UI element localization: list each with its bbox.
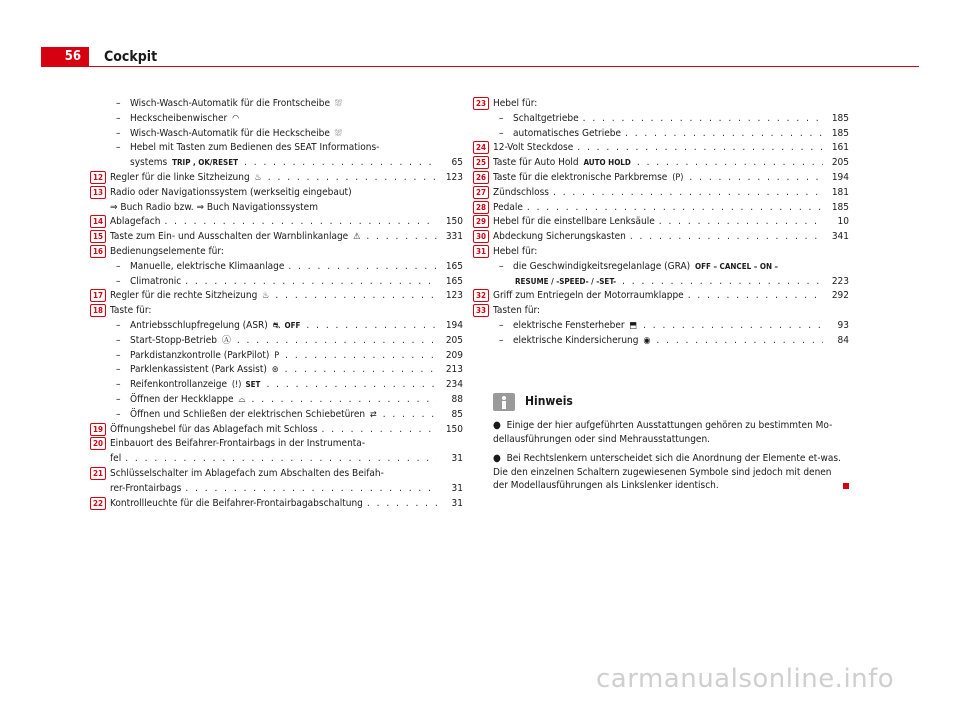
legend-item-26: 26 Taste für die elektronische Parkbremse (P) . . . 194 xyxy=(493,171,849,186)
right-column xyxy=(475,97,849,349)
list-item: – Wisch-Wasch-Automatik für die Frontscheibe ⛆ xyxy=(110,97,463,112)
tyre-pressure-icon: (!) xyxy=(231,380,242,391)
auto-hold-symbol: AUTO HOLD xyxy=(583,158,631,168)
legend-item-28: 28 Pedale . . . 185 xyxy=(493,201,849,216)
page-number: 56 xyxy=(41,47,89,67)
legend-item-31: 31 Hebel für: – die Geschwindigkeitsregelanlage (GRA) OFF – CANCEL – ON – RESUME / -SPEED- / -SET- . . . 223 xyxy=(493,245,849,289)
hazard-warning-icon: ⚠ xyxy=(353,232,361,243)
section-end-marker xyxy=(843,483,849,489)
note-title: Hinweis xyxy=(525,394,573,409)
list-item: systems TRIP , OK/RESET . . . 65 xyxy=(110,156,463,171)
watermark: carmanualsonline.info xyxy=(596,664,895,694)
legend-item-19: 19 Öffnungshebel für das Ablagefach mit Schloss . . . 150 xyxy=(110,423,463,438)
start-stop-icon: Ⓐ xyxy=(221,335,231,346)
legend-item-17: 17 Regler für die rechte Sitzheizung ♨ . . . 123 xyxy=(110,289,463,304)
traction-control-icon: ⛐ xyxy=(272,320,281,331)
front-washer-icon: ⛆ xyxy=(334,99,343,109)
legend-item-24: 24 12-Volt Steckdose . . . 161 xyxy=(493,141,849,156)
info-icon xyxy=(493,393,515,411)
list-item: – Hebel mit Tasten zum Bedienen des SEAT Informations- xyxy=(116,142,380,154)
legend-item-30: 30 Abdeckung Sicherungskasten . . . 341 xyxy=(493,230,849,245)
section-title: Cockpit xyxy=(104,49,158,65)
sliding-door-icon: ⇄ xyxy=(369,409,377,420)
seat-heating-icon: ♨ xyxy=(254,172,262,183)
legend-item-33: 33 Tasten für: – elektrische Fensterheber ⬒ . . . 93 – elektrische Kindersicherung ◉ . . . 84 xyxy=(493,304,849,348)
left-column xyxy=(92,97,463,511)
legend-item-16: 16 Bedienungselemente für: – Manuelle, elektrische Klimaanlage . . . 165 – Climatronic . . . 165 xyxy=(110,245,463,289)
seat-heating-icon: ♨ xyxy=(262,291,270,302)
legend-item-29: 29 Hebel für die einstellbare Lenksäule . . . 10 xyxy=(493,215,849,230)
header-rule xyxy=(41,66,919,67)
list-item: – Heckscheibenwischer ◠ xyxy=(110,112,463,127)
window-lift-icon: ⬒ xyxy=(629,320,638,331)
legend-item-15: 15 Taste zum Ein- und Ausschalten der Warnblinkanlage ⚠ . . . 331 xyxy=(110,230,463,245)
legend-item-22: 22 Kontrollleuchte für die Beifahrer-Frontairbagabschaltung . . . 31 xyxy=(110,497,463,512)
legend-item-14: 14 Ablagefach . . . 150 xyxy=(110,215,463,230)
legend-item-25: 25 Taste für Auto Hold AUTO HOLD . . . 205 xyxy=(493,156,849,171)
legend-item-27: 27 Zündschloss . . . 181 xyxy=(493,186,849,201)
rear-washer-icon: ⛆ xyxy=(334,128,342,139)
gra-symbol: OFF – CANCEL – ON – xyxy=(695,261,779,271)
legend-item-20: 20 Einbauort des Beifahrer-Frontairbags in der Instrumenta- fel . . . 31 xyxy=(110,437,463,467)
legend-item-32: 32 Griff zum Entriegeln der Motorraumklappe . . . 292 xyxy=(493,289,849,304)
list-item: – Wisch-Wasch-Automatik für die Heckscheibe ⛆ xyxy=(110,127,463,142)
rear-wiper-icon: ◠ xyxy=(232,113,240,124)
legend-item-13: 13 Radio oder Navigationssystem (werkseitig eingebaut) ⇒ Buch Radio bzw. ⇒ Buch Navigationssystem xyxy=(110,186,463,216)
tailgate-icon: ⌓ xyxy=(238,394,246,405)
child-lock-icon: ◉ xyxy=(643,335,651,346)
park-assist-icon: ⊛ xyxy=(271,365,279,376)
legend-item-12: 12 Regler für die linke Sitzheizung ♨ . . . 123 xyxy=(110,171,463,186)
note-bullet: ● Einige der hier aufgeführten Ausstattungen gehören zu bestimmten Mo-dellausführungen oder sind Mehrausstattungen. xyxy=(493,420,833,445)
note-bullet: ● Bei Rechtslenkern unterscheidet sich die Anordnung der Elemente et-was. Die den einzelnen Schaltern zugewiesenen Symbole sind jedoch mit denen der Modellausführungen als Linkslenker identisch. xyxy=(493,453,841,491)
note-box xyxy=(493,393,849,499)
legend-item-18: 18 Taste für: – Antriebsschlupfregelung (ASR) ⛐ OFF . . . 194 – Start-Stopp-Betrieb Ⓐ . . . 205 – Parkdistanzkontrolle (ParkPilot) P . . . 209 – Parklenkassistent (Park Assist) ⊛ . . . 213 – Reifenkontrollanzeige (!) SET . . . 234 – Öffnen der Heckklappe ⌓ . . . 88 – Öffnen und Schließen der elektrischen Schiebetüren ⇄ . . . 85 xyxy=(110,304,463,422)
legend-item-21: 21 Schlüsselschalter im Ablagefach zum Abschalten des Beifah- rer-Frontairbags . . . 31 xyxy=(110,467,463,497)
trip-ok-reset-symbol: TRIP , OK/RESET xyxy=(172,158,239,168)
park-pilot-icon: P xyxy=(274,350,280,361)
legend-item-23: 23 Hebel für: – Schaltgetriebe . . . 185 – automatisches Getriebe . . . 185 xyxy=(493,97,849,141)
gra-symbol-2: RESUME / -SPEED- / -SET- xyxy=(515,276,617,286)
parking-brake-icon: (P) xyxy=(672,172,684,183)
